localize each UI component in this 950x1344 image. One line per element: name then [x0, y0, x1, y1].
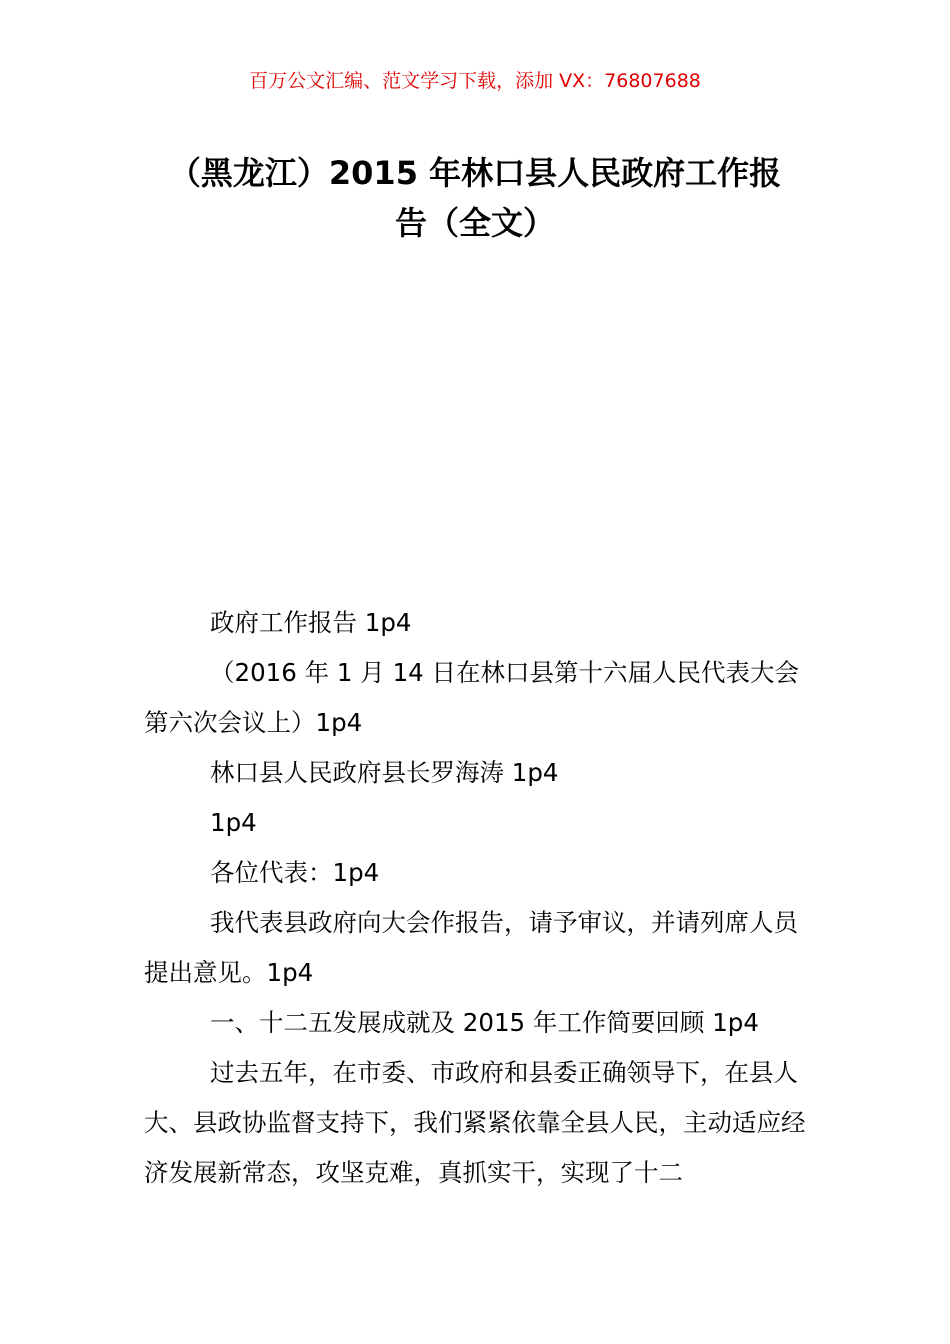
- speaker-line: 林口县人民政府县长罗海涛 1p4: [210, 758, 559, 787]
- body-paragraph: 过去五年，在市委、市政府和县委正确领导下，在县人大、县政协监督支持下，我们紧紧依靠全县人民，主动适应经济发展新常态，攻坚克难，真抓实干，实现了十二: [144, 1058, 806, 1187]
- report-heading: 政府工作报告 1p4: [210, 608, 412, 637]
- opening-paragraph: 我代表县政府向大会作报告，请予审议，并请列席人员提出意见。1p4: [144, 908, 798, 987]
- meeting-date-line: （2016 年 1 月 14 日在林口县第十六届人民代表大会第六次会议上）1p4: [144, 658, 800, 737]
- document-body: [144, 598, 806, 1198]
- document-title-line-2: 告（全文）: [394, 204, 555, 242]
- document-title-line-1: （黑龙江）2015 年林口县人民政府工作报: [168, 154, 782, 192]
- salutation: 各位代表：1p4: [210, 858, 380, 887]
- document-title: [140, 148, 810, 248]
- section-heading-1: 一、十二五发展成就及 2015 年工作简要回顾 1p4: [210, 1008, 759, 1037]
- page-marker-line: 1p4: [210, 808, 257, 837]
- header-watermark: 百万公文汇编、范文学习下载，添加 VX：76807688: [249, 70, 701, 92]
